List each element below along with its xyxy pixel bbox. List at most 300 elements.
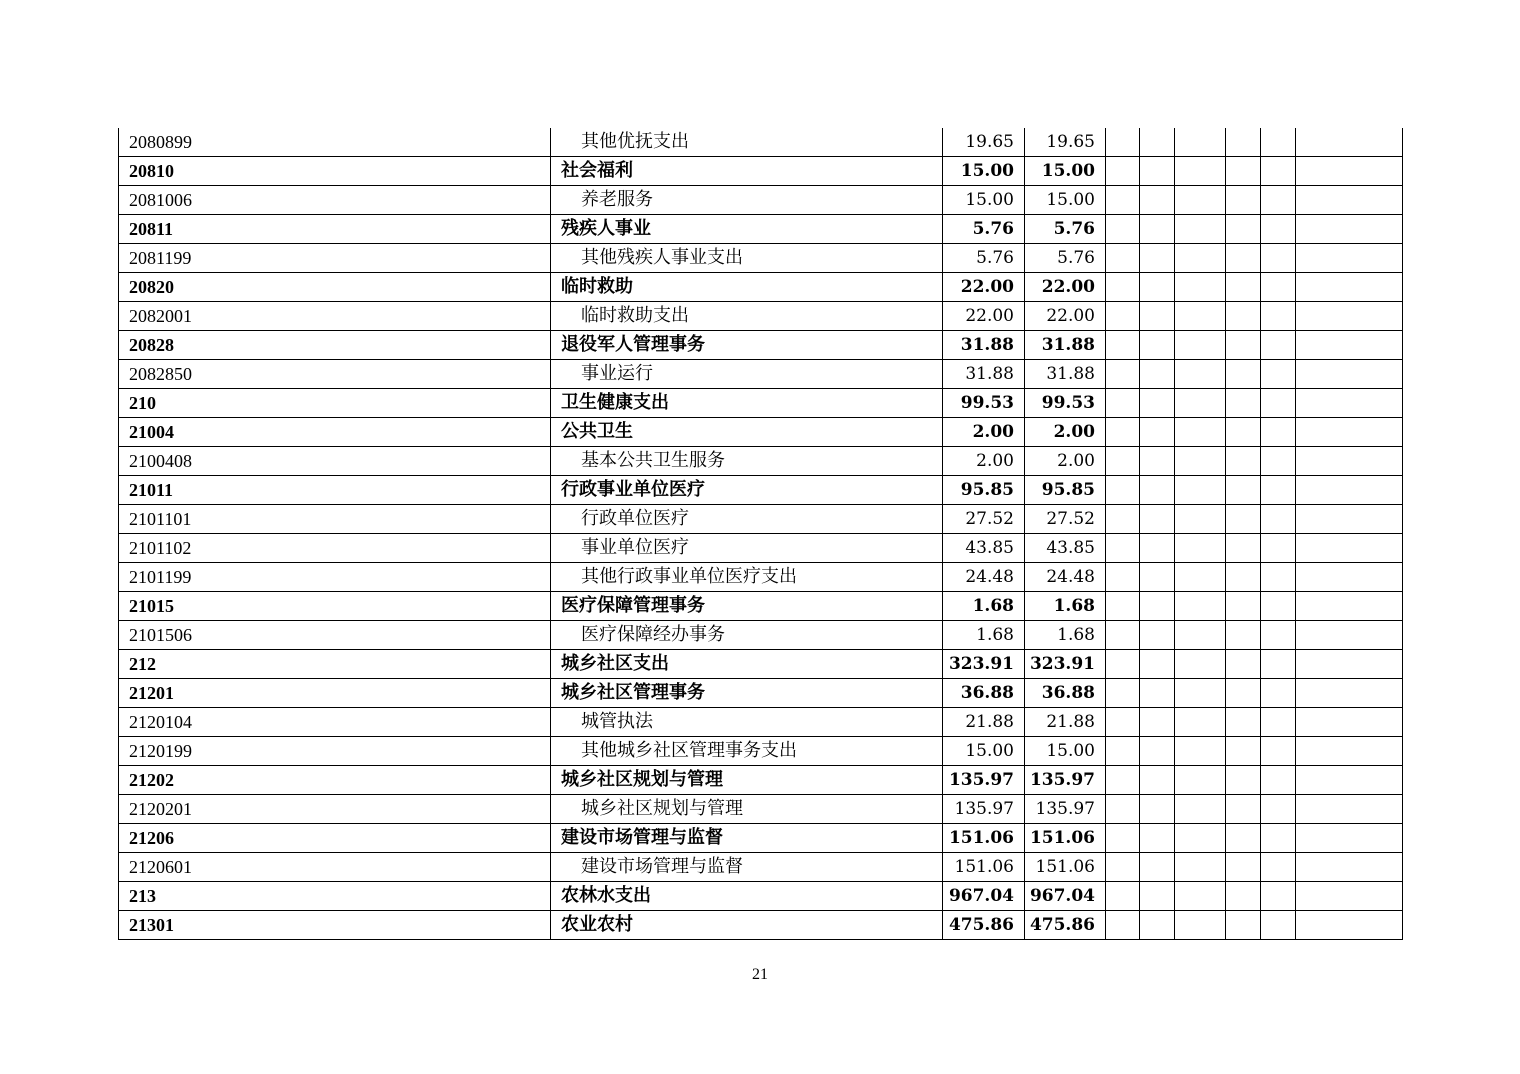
total-amount-cell: 323.91 — [943, 650, 1025, 679]
total-amount-cell: 24.48 — [943, 563, 1025, 592]
table-row — [119, 766, 1403, 795]
basic-expenditure-cell: 99.53 — [1025, 389, 1106, 418]
empty-cell — [1106, 244, 1140, 273]
empty-cell — [1106, 911, 1140, 940]
basic-expenditure-cell: 1.68 — [1025, 592, 1106, 621]
basic-expenditure-cell: 5.76 — [1025, 244, 1106, 273]
empty-cell — [1106, 737, 1140, 766]
table-row — [119, 331, 1403, 360]
empty-cell — [1140, 795, 1175, 824]
total-amount-cell: 1.68 — [943, 592, 1025, 621]
empty-cell — [1140, 302, 1175, 331]
empty-cell — [1296, 128, 1403, 157]
empty-cell — [1296, 882, 1403, 911]
subject-code-cell: 21015 — [119, 592, 551, 621]
table-row — [119, 157, 1403, 186]
empty-cell — [1261, 186, 1296, 215]
subject-name-cell: 退役军人管理事务 — [551, 331, 943, 360]
basic-expenditure-cell: 967.04 — [1025, 882, 1106, 911]
subject-name-cell: 事业运行 — [551, 360, 943, 389]
empty-cell — [1175, 853, 1226, 882]
table-row — [119, 824, 1403, 853]
empty-cell — [1175, 389, 1226, 418]
empty-cell — [1140, 650, 1175, 679]
table-row — [119, 215, 1403, 244]
empty-cell — [1175, 708, 1226, 737]
empty-cell — [1296, 621, 1403, 650]
table-row — [119, 389, 1403, 418]
subject-code-cell: 2120201 — [119, 795, 551, 824]
basic-expenditure-cell: 2.00 — [1025, 447, 1106, 476]
total-amount-cell: 2.00 — [943, 418, 1025, 447]
empty-cell — [1296, 447, 1403, 476]
table-row — [119, 853, 1403, 882]
subject-name-cell: 养老服务 — [551, 186, 943, 215]
empty-cell — [1106, 824, 1140, 853]
empty-cell — [1296, 708, 1403, 737]
empty-cell — [1261, 302, 1296, 331]
empty-cell — [1175, 476, 1226, 505]
table-row — [119, 534, 1403, 563]
subject-name-cell: 临时救助支出 — [551, 302, 943, 331]
empty-cell — [1106, 882, 1140, 911]
empty-cell — [1261, 592, 1296, 621]
total-amount-cell: 22.00 — [943, 302, 1025, 331]
budget-table — [118, 128, 1403, 940]
empty-cell — [1296, 476, 1403, 505]
basic-expenditure-cell: 15.00 — [1025, 157, 1106, 186]
total-amount-cell: 2.00 — [943, 447, 1025, 476]
subject-name-cell: 城管执法 — [551, 708, 943, 737]
total-amount-cell: 36.88 — [943, 679, 1025, 708]
empty-cell — [1296, 215, 1403, 244]
table-row — [119, 708, 1403, 737]
subject-name-cell: 社会福利 — [551, 157, 943, 186]
subject-name-cell: 残疾人事业 — [551, 215, 943, 244]
empty-cell — [1106, 795, 1140, 824]
empty-cell — [1140, 911, 1175, 940]
empty-cell — [1261, 708, 1296, 737]
total-amount-cell: 15.00 — [943, 737, 1025, 766]
table-row — [119, 505, 1403, 534]
basic-expenditure-cell: 2.00 — [1025, 418, 1106, 447]
empty-cell — [1261, 679, 1296, 708]
empty-cell — [1140, 621, 1175, 650]
total-amount-cell: 135.97 — [943, 795, 1025, 824]
empty-cell — [1106, 853, 1140, 882]
empty-cell — [1175, 302, 1226, 331]
empty-cell — [1175, 592, 1226, 621]
empty-cell — [1296, 331, 1403, 360]
empty-cell — [1140, 360, 1175, 389]
empty-cell — [1106, 534, 1140, 563]
empty-cell — [1226, 592, 1261, 621]
empty-cell — [1261, 911, 1296, 940]
empty-cell — [1226, 534, 1261, 563]
empty-cell — [1140, 708, 1175, 737]
table-row — [119, 273, 1403, 302]
subject-code-cell: 210 — [119, 389, 551, 418]
subject-code-cell: 2082850 — [119, 360, 551, 389]
empty-cell — [1226, 273, 1261, 302]
empty-cell — [1226, 186, 1261, 215]
table-row — [119, 447, 1403, 476]
subject-code-cell: 213 — [119, 882, 551, 911]
empty-cell — [1106, 157, 1140, 186]
empty-cell — [1140, 824, 1175, 853]
empty-cell — [1296, 186, 1403, 215]
empty-cell — [1261, 244, 1296, 273]
table-row — [119, 186, 1403, 215]
empty-cell — [1226, 244, 1261, 273]
total-amount-cell: 5.76 — [943, 244, 1025, 273]
subject-name-cell: 其他行政事业单位医疗支出 — [551, 563, 943, 592]
total-amount-cell: 1.68 — [943, 621, 1025, 650]
subject-name-cell: 其他残疾人事业支出 — [551, 244, 943, 273]
empty-cell — [1175, 157, 1226, 186]
empty-cell — [1296, 273, 1403, 302]
empty-cell — [1106, 592, 1140, 621]
subject-code-cell: 20811 — [119, 215, 551, 244]
subject-name-cell: 建设市场管理与监督 — [551, 824, 943, 853]
basic-expenditure-cell: 27.52 — [1025, 505, 1106, 534]
empty-cell — [1140, 244, 1175, 273]
basic-expenditure-cell: 31.88 — [1025, 331, 1106, 360]
empty-cell — [1296, 418, 1403, 447]
empty-cell — [1226, 824, 1261, 853]
empty-cell — [1106, 766, 1140, 795]
total-amount-cell: 151.06 — [943, 824, 1025, 853]
empty-cell — [1261, 766, 1296, 795]
empty-cell — [1140, 157, 1175, 186]
empty-cell — [1261, 476, 1296, 505]
subject-name-cell: 其他城乡社区管理事务支出 — [551, 737, 943, 766]
basic-expenditure-cell: 43.85 — [1025, 534, 1106, 563]
table-row — [119, 911, 1403, 940]
empty-cell — [1140, 853, 1175, 882]
empty-cell — [1140, 128, 1175, 157]
basic-expenditure-cell: 36.88 — [1025, 679, 1106, 708]
empty-cell — [1261, 534, 1296, 563]
empty-cell — [1261, 418, 1296, 447]
empty-cell — [1140, 273, 1175, 302]
total-amount-cell: 5.76 — [943, 215, 1025, 244]
table-body — [119, 128, 1403, 940]
empty-cell — [1140, 592, 1175, 621]
empty-cell — [1226, 911, 1261, 940]
empty-cell — [1106, 650, 1140, 679]
subject-code-cell: 2082001 — [119, 302, 551, 331]
basic-expenditure-cell: 15.00 — [1025, 186, 1106, 215]
subject-code-cell: 212 — [119, 650, 551, 679]
basic-expenditure-cell: 151.06 — [1025, 824, 1106, 853]
empty-cell — [1226, 302, 1261, 331]
empty-cell — [1226, 360, 1261, 389]
subject-code-cell: 20810 — [119, 157, 551, 186]
empty-cell — [1175, 650, 1226, 679]
empty-cell — [1226, 766, 1261, 795]
empty-cell — [1175, 679, 1226, 708]
subject-code-cell: 2120601 — [119, 853, 551, 882]
empty-cell — [1261, 157, 1296, 186]
empty-cell — [1106, 360, 1140, 389]
basic-expenditure-cell: 22.00 — [1025, 302, 1106, 331]
subject-code-cell: 2100408 — [119, 447, 551, 476]
empty-cell — [1261, 621, 1296, 650]
empty-cell — [1296, 157, 1403, 186]
empty-cell — [1140, 534, 1175, 563]
empty-cell — [1296, 360, 1403, 389]
subject-name-cell: 行政单位医疗 — [551, 505, 943, 534]
empty-cell — [1175, 331, 1226, 360]
empty-cell — [1106, 273, 1140, 302]
empty-cell — [1140, 737, 1175, 766]
table-row — [119, 360, 1403, 389]
page-number: 21 — [752, 966, 768, 983]
empty-cell — [1226, 679, 1261, 708]
table-row — [119, 795, 1403, 824]
subject-code-cell: 21011 — [119, 476, 551, 505]
total-amount-cell: 15.00 — [943, 186, 1025, 215]
total-amount-cell: 31.88 — [943, 360, 1025, 389]
basic-expenditure-cell: 135.97 — [1025, 766, 1106, 795]
table-row — [119, 592, 1403, 621]
empty-cell — [1226, 447, 1261, 476]
empty-cell — [1261, 563, 1296, 592]
empty-cell — [1261, 360, 1296, 389]
total-amount-cell: 99.53 — [943, 389, 1025, 418]
table-row — [119, 302, 1403, 331]
empty-cell — [1296, 853, 1403, 882]
total-amount-cell: 15.00 — [943, 157, 1025, 186]
empty-cell — [1175, 621, 1226, 650]
empty-cell — [1175, 447, 1226, 476]
empty-cell — [1140, 679, 1175, 708]
empty-cell — [1106, 505, 1140, 534]
empty-cell — [1226, 331, 1261, 360]
subject-code-cell: 20828 — [119, 331, 551, 360]
empty-cell — [1296, 766, 1403, 795]
empty-cell — [1140, 331, 1175, 360]
empty-cell — [1296, 592, 1403, 621]
basic-expenditure-cell: 475.86 — [1025, 911, 1106, 940]
basic-expenditure-cell: 24.48 — [1025, 563, 1106, 592]
empty-cell — [1296, 824, 1403, 853]
subject-code-cell: 2081199 — [119, 244, 551, 273]
subject-code-cell: 21202 — [119, 766, 551, 795]
empty-cell — [1226, 853, 1261, 882]
basic-expenditure-cell: 15.00 — [1025, 737, 1106, 766]
subject-code-cell: 2101199 — [119, 563, 551, 592]
empty-cell — [1226, 157, 1261, 186]
empty-cell — [1106, 621, 1140, 650]
empty-cell — [1106, 708, 1140, 737]
subject-code-cell: 2101506 — [119, 621, 551, 650]
empty-cell — [1261, 505, 1296, 534]
subject-name-cell: 临时救助 — [551, 273, 943, 302]
subject-code-cell: 21201 — [119, 679, 551, 708]
subject-code-cell: 2120199 — [119, 737, 551, 766]
empty-cell — [1175, 795, 1226, 824]
total-amount-cell: 27.52 — [943, 505, 1025, 534]
empty-cell — [1140, 505, 1175, 534]
empty-cell — [1296, 505, 1403, 534]
empty-cell — [1175, 737, 1226, 766]
empty-cell — [1261, 273, 1296, 302]
basic-expenditure-cell: 1.68 — [1025, 621, 1106, 650]
subject-code-cell: 2081006 — [119, 186, 551, 215]
subject-name-cell: 建设市场管理与监督 — [551, 853, 943, 882]
empty-cell — [1261, 447, 1296, 476]
total-amount-cell: 31.88 — [943, 331, 1025, 360]
table-row — [119, 244, 1403, 273]
empty-cell — [1226, 650, 1261, 679]
empty-cell — [1226, 215, 1261, 244]
basic-expenditure-cell: 5.76 — [1025, 215, 1106, 244]
empty-cell — [1106, 302, 1140, 331]
empty-cell — [1296, 534, 1403, 563]
table-row — [119, 128, 1403, 157]
empty-cell — [1226, 882, 1261, 911]
empty-cell — [1175, 128, 1226, 157]
empty-cell — [1175, 215, 1226, 244]
empty-cell — [1296, 679, 1403, 708]
basic-expenditure-cell: 21.88 — [1025, 708, 1106, 737]
total-amount-cell: 151.06 — [943, 853, 1025, 882]
subject-code-cell: 21301 — [119, 911, 551, 940]
empty-cell — [1261, 128, 1296, 157]
empty-cell — [1106, 418, 1140, 447]
subject-name-cell: 医疗保障管理事务 — [551, 592, 943, 621]
empty-cell — [1140, 882, 1175, 911]
empty-cell — [1140, 766, 1175, 795]
empty-cell — [1296, 389, 1403, 418]
empty-cell — [1140, 563, 1175, 592]
empty-cell — [1226, 795, 1261, 824]
empty-cell — [1226, 621, 1261, 650]
empty-cell — [1140, 447, 1175, 476]
empty-cell — [1226, 128, 1261, 157]
total-amount-cell: 135.97 — [943, 766, 1025, 795]
empty-cell — [1140, 186, 1175, 215]
empty-cell — [1261, 737, 1296, 766]
empty-cell — [1261, 389, 1296, 418]
empty-cell — [1140, 215, 1175, 244]
table-row — [119, 418, 1403, 447]
subject-name-cell: 基本公共卫生服务 — [551, 447, 943, 476]
empty-cell — [1175, 418, 1226, 447]
empty-cell — [1226, 737, 1261, 766]
empty-cell — [1175, 534, 1226, 563]
empty-cell — [1296, 737, 1403, 766]
empty-cell — [1261, 650, 1296, 679]
empty-cell — [1296, 244, 1403, 273]
empty-cell — [1175, 273, 1226, 302]
subject-code-cell: 2101102 — [119, 534, 551, 563]
basic-expenditure-cell: 22.00 — [1025, 273, 1106, 302]
subject-code-cell: 2080899 — [119, 128, 551, 157]
total-amount-cell: 19.65 — [943, 128, 1025, 157]
empty-cell — [1140, 389, 1175, 418]
empty-cell — [1226, 418, 1261, 447]
empty-cell — [1175, 882, 1226, 911]
subject-name-cell: 城乡社区规划与管理 — [551, 795, 943, 824]
basic-expenditure-cell: 95.85 — [1025, 476, 1106, 505]
basic-expenditure-cell: 151.06 — [1025, 853, 1106, 882]
empty-cell — [1261, 331, 1296, 360]
total-amount-cell: 21.88 — [943, 708, 1025, 737]
empty-cell — [1106, 389, 1140, 418]
total-amount-cell: 95.85 — [943, 476, 1025, 505]
total-amount-cell: 475.86 — [943, 911, 1025, 940]
subject-code-cell: 2120104 — [119, 708, 551, 737]
empty-cell — [1261, 824, 1296, 853]
subject-code-cell: 21206 — [119, 824, 551, 853]
subject-name-cell: 城乡社区支出 — [551, 650, 943, 679]
empty-cell — [1106, 476, 1140, 505]
empty-cell — [1106, 186, 1140, 215]
empty-cell — [1106, 563, 1140, 592]
total-amount-cell: 967.04 — [943, 882, 1025, 911]
empty-cell — [1140, 476, 1175, 505]
total-amount-cell: 43.85 — [943, 534, 1025, 563]
table-row — [119, 737, 1403, 766]
empty-cell — [1175, 186, 1226, 215]
empty-cell — [1226, 505, 1261, 534]
empty-cell — [1106, 679, 1140, 708]
subject-code-cell: 20820 — [119, 273, 551, 302]
table-row — [119, 679, 1403, 708]
table-row — [119, 476, 1403, 505]
empty-cell — [1106, 331, 1140, 360]
basic-expenditure-cell: 135.97 — [1025, 795, 1106, 824]
empty-cell — [1175, 244, 1226, 273]
empty-cell — [1261, 882, 1296, 911]
empty-cell — [1175, 766, 1226, 795]
empty-cell — [1140, 418, 1175, 447]
empty-cell — [1261, 853, 1296, 882]
basic-expenditure-cell: 323.91 — [1025, 650, 1106, 679]
empty-cell — [1296, 650, 1403, 679]
empty-cell — [1175, 911, 1226, 940]
subject-name-cell: 卫生健康支出 — [551, 389, 943, 418]
empty-cell — [1296, 911, 1403, 940]
subject-name-cell: 医疗保障经办事务 — [551, 621, 943, 650]
table-row — [119, 621, 1403, 650]
subject-name-cell: 城乡社区规划与管理 — [551, 766, 943, 795]
empty-cell — [1296, 302, 1403, 331]
empty-cell — [1226, 708, 1261, 737]
empty-cell — [1261, 795, 1296, 824]
subject-name-cell: 城乡社区管理事务 — [551, 679, 943, 708]
empty-cell — [1106, 215, 1140, 244]
subject-name-cell: 事业单位医疗 — [551, 534, 943, 563]
total-amount-cell: 22.00 — [943, 273, 1025, 302]
table-row — [119, 563, 1403, 592]
subject-code-cell: 2101101 — [119, 505, 551, 534]
subject-name-cell: 农业农村 — [551, 911, 943, 940]
empty-cell — [1106, 128, 1140, 157]
subject-name-cell: 其他优抚支出 — [551, 128, 943, 157]
subject-name-cell: 农林水支出 — [551, 882, 943, 911]
empty-cell — [1175, 505, 1226, 534]
empty-cell — [1175, 563, 1226, 592]
empty-cell — [1175, 824, 1226, 853]
subject-code-cell: 21004 — [119, 418, 551, 447]
empty-cell — [1226, 389, 1261, 418]
subject-name-cell: 行政事业单位医疗 — [551, 476, 943, 505]
empty-cell — [1261, 215, 1296, 244]
